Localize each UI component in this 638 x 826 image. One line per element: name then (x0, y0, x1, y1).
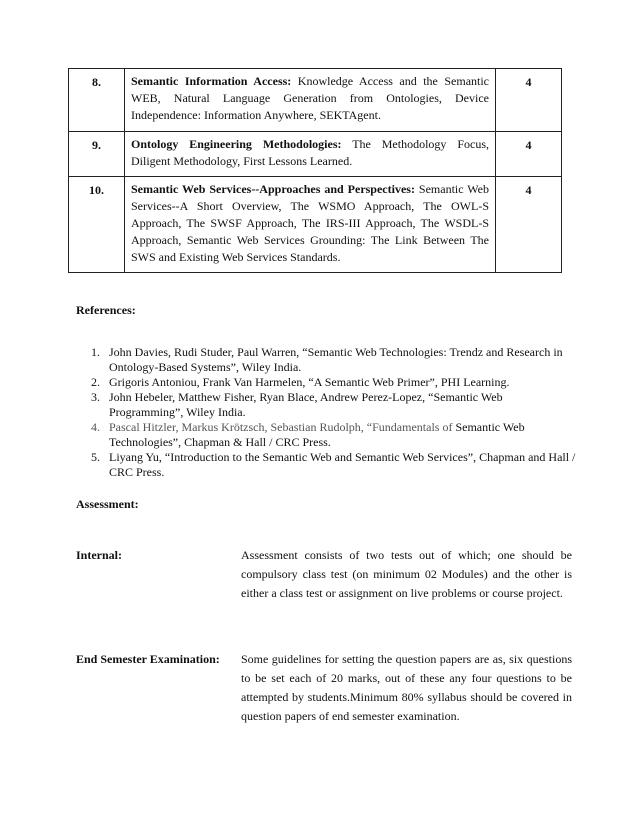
references-heading: References: (76, 303, 136, 317)
references-list (91, 345, 576, 480)
table-row (69, 69, 562, 132)
list-item (91, 345, 576, 375)
list-item (91, 375, 576, 390)
internal-label: Internal: (76, 548, 122, 562)
module-number: 9. (69, 132, 125, 177)
reference-text-gray: Pascal Hitzler, Markus Krötzsch, Sebastian Rudolph, “Fundamentals of (109, 420, 456, 434)
reference-number: 2. (91, 375, 100, 389)
syllabus-table (68, 68, 562, 273)
module-hours: 4 (496, 177, 562, 273)
reference-text: John Hebeler, Matthew Fisher, Ryan Blace, Andrew Perez-Lopez, “Semantic Web Programming”, Wiley India. (109, 390, 503, 419)
assessment-heading: Assessment: (76, 497, 139, 511)
table-row (69, 132, 562, 177)
reference-text: John Davies, Rudi Studer, Paul Warren, “Semantic Web Technologies: Trendz and Research in Ontology-Based Systems”, Wiley India. (109, 345, 563, 374)
reference-number: 4. (91, 420, 100, 434)
module-hours: 4 (496, 69, 562, 132)
reference-text: Grigoris Antoniou, Frank Van Harmelen, “A Semantic Web Primer”, PHI Learning. (109, 375, 510, 389)
module-title: Semantic Web Services--Approaches and Perspectives: (131, 182, 415, 196)
module-title: Ontology Engineering Methodologies: (131, 137, 342, 151)
internal-text: Assessment consists of two tests out of which; one should be compulsory class test (on minimum 02 Modules) and the other is either a class test or assignment on live problems or course project. (241, 548, 572, 600)
module-topics: The Methodology Focus, Diligent Methodology, First Lessons Learned. (131, 137, 490, 168)
list-item (91, 450, 576, 480)
reference-number: 1. (91, 345, 100, 359)
end-semester-text: Some guidelines for setting the question papers are as, six questions to be set each of 20 marks, out of these any four questions to be attempted by students.Minimum 80% syllabus should be covered in question papers of end semester examination. (241, 652, 572, 723)
module-number: 8. (69, 69, 125, 132)
reference-number: 5. (91, 450, 100, 464)
module-number: 10. (69, 177, 125, 273)
module-description (125, 177, 496, 273)
list-item (91, 390, 576, 420)
module-topics: Semantic Web Services--A Short Overview, The WSMO Approach, The OWL-S Approach, The SWSF Approach, The IRS-III Approach, The WSDL-S Approach, Semantic Web Services Grounding: The Link Between The SWS and Existing Web Services Standards. (131, 182, 489, 264)
module-description (125, 132, 496, 177)
module-topics: Knowledge Access and the Semantic WEB, Natural Language Generation from Ontologies, Device Independence: Information Anywhere, SEKTAgent. (131, 74, 490, 122)
module-title: Semantic Information Access: (131, 74, 292, 88)
table-row (69, 177, 562, 273)
module-description (125, 69, 496, 132)
module-hours: 4 (496, 132, 562, 177)
reference-number: 3. (91, 390, 100, 404)
reference-text: Liyang Yu, “Introduction to the Semantic Web and Semantic Web Services”, Chapman and Hall / CRC Press. (109, 450, 576, 479)
reference-text: Semantic Web Technologies”, Chapman & Hall / CRC Press. (109, 420, 525, 449)
list-item (91, 420, 576, 450)
end-semester-label: End Semester Examination: (76, 652, 220, 666)
